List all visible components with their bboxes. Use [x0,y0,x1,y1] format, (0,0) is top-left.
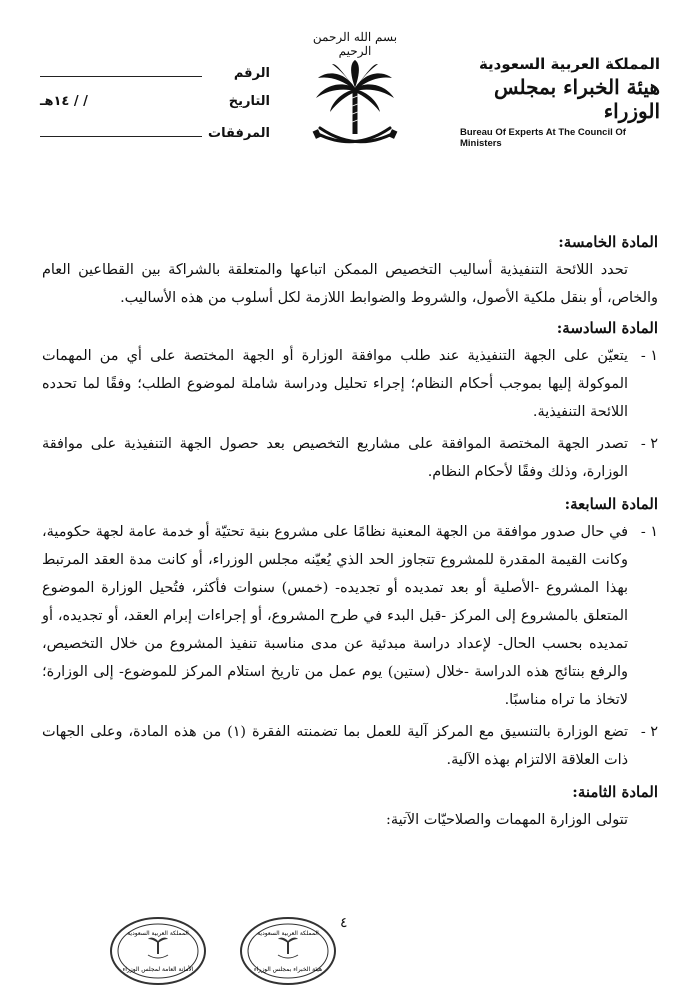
item-number: ١ - [640,348,658,364]
stamp-top-text: المملكة العربية السعودية [127,930,189,937]
ref-line [40,64,202,77]
bureau-name-arabic: هيئة الخبراء بمجلس الوزراء [493,75,660,123]
article-6-title: المادة السادسة: [556,319,658,337]
item-text: يتعيّن على الجهة التنفيذية عند طلب موافقة الوزارة أو الجهة المختصة على أي من المهمات الموكولة إليها بموجب أحكام النظام؛ إجراء تحليل ودراسة شاملة لموضوع الطلب؛ وفقًا لما تحدده اللائحة التنفيذية. [42,348,628,420]
stamp-bottom-text: هيئة الخبراء بمجلس الوزراء [253,966,323,973]
article-7-item-2 [42,718,658,774]
article-7-title: المادة السابعة: [564,495,658,513]
article-8-title: المادة الثامنة: [572,783,658,801]
page-number: ٤ [340,915,348,931]
ref-label: الرقم [233,66,270,81]
date-label: التاريخ [228,94,270,109]
item-number: ٢ - [640,724,658,740]
article-7-item-1 [42,518,658,714]
bureau-name-english: Bureau Of Experts At The Council Of Ministers [460,127,626,149]
article-6-item-1 [42,342,658,426]
bureau-stamp-icon [238,915,338,987]
item-text: تصدر الجهة المختصة الموافقة على مشاريع التخصيص بعد حصول الجهة التنفيذية على موافقة الوزارة، وذلك وفقًا لأحكام النظام. [42,436,628,480]
item-text: تضع الوزارة بالتنسيق مع المركز آلية للعمل بما تضمنته الفقرة (١) من هذه المادة، وعلى الجهات ذات العلاقة الالتزام بهذه الآلية. [42,724,628,768]
date-row [40,94,270,124]
attachments-row [40,124,270,154]
document-body [42,228,658,836]
date-value: / / ١٤هـ [40,94,88,109]
item-number: ١ - [640,524,658,540]
basmala: بسم الله الرحمن الرحيم [312,30,398,58]
saudi-emblem-icon [310,60,400,155]
kingdom-name: المملكة العربية السعودية [478,55,660,73]
emblem [300,30,410,150]
ref-row [40,64,270,94]
item-text: في حال صدور موافقة من الجهة المعنية نظامًا على مشروع بنية تحتيّة أو خدمة عامة لجهة حكومية، وكانت القيمة المقدرة للمشروع تتجاوز الحد الذي يُعيّنه مجلس الوزراء، أو كانت مدة العقد المرتبط بهذا المشروع -الأصلية أو بعد تمديده أو تجديده- (خمس) سنوات فأكثر، فتُحيل الوزارة الموضوع المتعلق بالمشروع إلى المركز -قبل البدء في طرح المشروع، أو إجراءات إبرام العقد، أو تجديده، أو تمديده بحسب الحال- لإعداد دراسة مبدئية عن مدى مناسبة تنفيذ المشروع من خلال التخصيص، والرفع بنتائج هذه الدراسة -خلال (ستين) يوم عمل من تاريخ استلام المركز للموضوع- إلى الوزارة؛ لاتخاذ ما تراه مناسبًا. [42,524,628,708]
article-5-title: المادة الخامسة: [558,233,658,251]
article-8-text: تتولى الوزارة المهمات والصلاحيّات الآتية: [386,812,628,828]
attachments-label: المرفقات [208,126,270,141]
article-6-item-2 [42,430,658,486]
attachments-line [40,124,202,137]
stamp-top-text: المملكة العربية السعودية [257,930,319,937]
article-5-text: تحدد اللائحة التنفيذية أساليب التخصيص الممكن اتباعها والمتعلقة بالشراكة بين القطاعين العام والخاص، أو بنقل ملكية الأصول، والشروط والضوابط اللازمة لكل أسلوب من هذه الأساليب. [42,262,658,306]
institution-block [460,55,660,149]
item-number: ٢ - [640,436,658,452]
official-stamp-icon [108,915,208,987]
reference-fields [40,64,270,154]
stamp-bottom-text: الأمانة العامة لمجلس الوزراء [122,966,194,973]
